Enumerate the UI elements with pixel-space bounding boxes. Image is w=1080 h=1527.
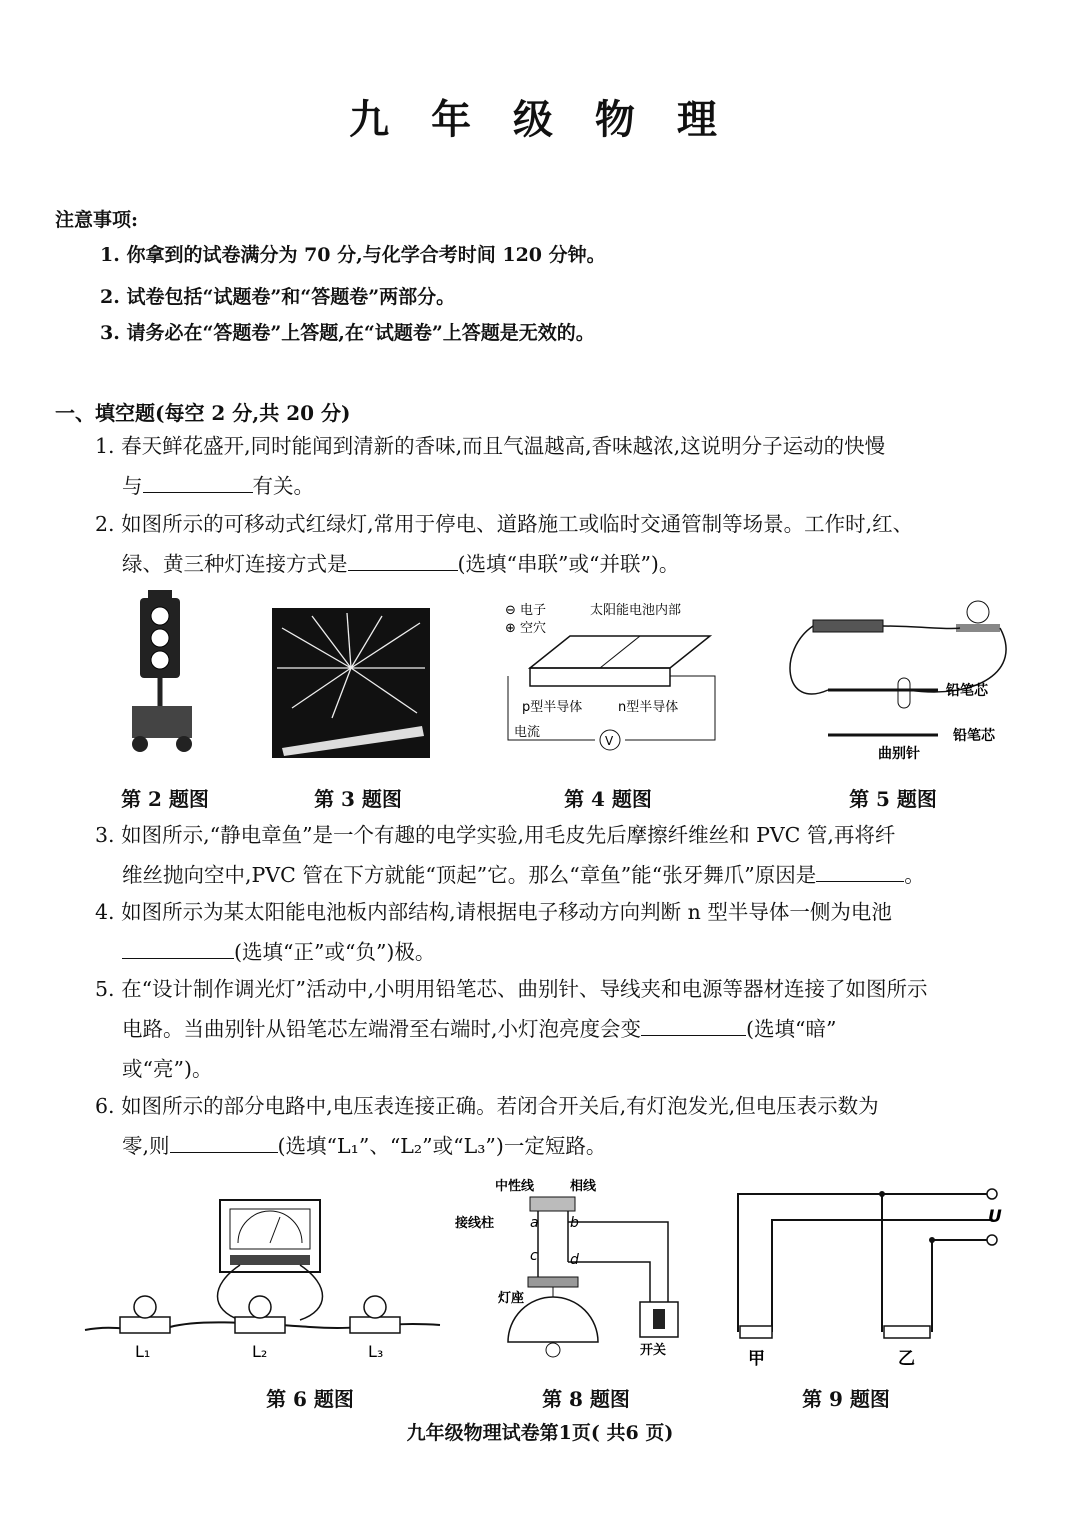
fig4-solar-cell-diagram <box>500 598 725 758</box>
terminal-label: 接线柱 <box>455 1216 495 1231</box>
q5-line2-a: 电路。当曲别针从铅笔芯左端滑至右端时,小灯泡亮度会变 <box>122 1017 642 1041</box>
fig6-caption: 第 6 题图 <box>266 1387 354 1411</box>
point-b-label: b <box>570 1215 579 1231</box>
hole-label: ⊕ 空穴 <box>505 621 547 636</box>
inside-label: 太阳能电池内部 <box>590 603 682 618</box>
page-footer: 九年级物理试卷第1页( 共6 页) <box>406 1422 674 1444</box>
point-a-label: a <box>530 1215 539 1231</box>
answer-blank[interactable] <box>348 548 458 571</box>
current-label: 电流 <box>514 725 541 740</box>
fig8-lamp-wiring-diagram <box>450 1172 690 1367</box>
q2-line2-a: 绿、黄三种灯连接方式是 <box>122 552 348 576</box>
fig2-traffic-light-image <box>118 588 218 758</box>
section-heading: 一、填空题(每空 2 分,共 20 分) <box>55 401 351 425</box>
question-3 <box>95 815 1015 895</box>
neutral-wire-label: 中性线 <box>495 1179 535 1194</box>
paper-clip-label: 曲别针 <box>878 746 920 762</box>
q2-line1: 2. 如图所示的可移动式红绿灯,常用于停电、道路施工或临时交通管制等场景。工作时,红、 <box>95 512 914 536</box>
fig3-caption: 第 3 题图 <box>314 787 402 811</box>
q1-line2-b: 有关。 <box>252 474 314 498</box>
fig9-caption: 第 9 题图 <box>802 1387 890 1411</box>
notice-heading: 注意事项: <box>55 209 139 231</box>
question-6 <box>95 1086 1015 1166</box>
question-1 <box>95 426 1015 506</box>
point-d-label: d <box>570 1252 579 1268</box>
answer-blank[interactable] <box>641 1013 746 1036</box>
q4-line2-b: (选填“正”或“负”)极。 <box>234 940 436 964</box>
fig8-caption: 第 8 题图 <box>542 1387 630 1411</box>
answer-blank[interactable] <box>122 936 234 959</box>
lamp-socket-label: 灯座 <box>498 1291 525 1306</box>
answer-blank[interactable] <box>170 1130 278 1153</box>
question-4 <box>95 892 1015 972</box>
fig9-circuit-diagram <box>720 1180 1020 1370</box>
lamp-l3-label: L₃ <box>368 1342 384 1361</box>
question-5 <box>95 969 1015 1089</box>
pencil-lead-label-1: 铅笔芯 <box>946 683 988 699</box>
p-type-label: p型半导体 <box>522 700 583 715</box>
switch-label: 开关 <box>640 1343 667 1358</box>
q3-line2-a: 维丝抛向空中,PVC 管在下方就能“顶起”它。那么“章鱼”能“张牙舞爪”原因是 <box>122 863 817 887</box>
live-wire-label: 相线 <box>570 1179 597 1194</box>
answer-blank[interactable] <box>143 470 253 493</box>
q5-line2-b: (选填“暗” <box>746 1017 837 1041</box>
pencil-lead-label-2: 铅笔芯 <box>953 728 995 744</box>
notice-item-2: 2. 试卷包括“试题卷”和“答题卷”两部分。 <box>100 286 456 308</box>
fig5-dimmer-circuit-image <box>778 590 1018 765</box>
fig3-static-octopus-image <box>272 608 430 758</box>
q1-line1: 1. 春天鲜花盛开,同时能闻到清新的香味,而且气温越高,香味越浓,这说明分子运动的快慢 <box>95 434 886 458</box>
q5-line3: 或“亮”)。 <box>122 1057 213 1081</box>
fig2-caption: 第 2 题图 <box>121 787 209 811</box>
q1-line2-a: 与 <box>122 474 143 498</box>
lamp-l1-label: L₁ <box>135 1342 151 1361</box>
notice-item-3: 3. 请务必在“答题卷”上答题,在“试题卷”上答题是无效的。 <box>100 322 595 344</box>
lamp-l2-label: L₂ <box>252 1342 268 1361</box>
n-type-label: n型半导体 <box>618 700 679 715</box>
q6-line1: 6. 如图所示的部分电路中,电压表连接正确。若闭合开关后,有灯泡发光,但电压表示数为 <box>95 1094 879 1118</box>
q5-line1: 5. 在“设计制作调光灯”活动中,小明用铅笔芯、曲别针、导线夹和电源等器材连接了如图所示 <box>95 977 928 1001</box>
q2-line2-b: (选填“串联”或“并联”)。 <box>457 552 680 576</box>
page-title: 九 年 级 物 理 <box>349 96 731 143</box>
q6-line2-b: (选填“L₁”、“L₂”或“L₃”)一定短路。 <box>277 1134 607 1158</box>
q4-line1: 4. 如图所示为某太阳能电池板内部结构,请根据电子移动方向判断 n 型半导体一侧为电池 <box>95 900 892 924</box>
voltmeter-symbol: V <box>605 734 614 748</box>
resistor-yi-label: 乙 <box>898 1349 915 1369</box>
fig6-circuit-image <box>80 1195 460 1370</box>
answer-blank[interactable] <box>816 859 904 882</box>
question-2 <box>95 504 1015 584</box>
fig5-caption: 第 5 题图 <box>849 787 937 811</box>
point-c-label: c <box>530 1248 538 1264</box>
q3-line1: 3. 如图所示,“静电章鱼”是一个有趣的电学实验,用毛皮先后摩擦纤维丝和 PVC 管,再将纤 <box>95 823 896 847</box>
electron-label: ⊖ 电子 <box>505 603 547 618</box>
voltage-u-label: U <box>988 1207 1002 1227</box>
fig4-caption: 第 4 题图 <box>564 787 652 811</box>
q6-line2-a: 零,则 <box>122 1134 170 1158</box>
resistor-jia-label: 甲 <box>748 1349 765 1369</box>
q3-line2-b: 。 <box>904 863 925 887</box>
notice-item-1: 1. 你拿到的试卷满分为 70 分,与化学合考时间 120 分钟。 <box>100 244 606 266</box>
